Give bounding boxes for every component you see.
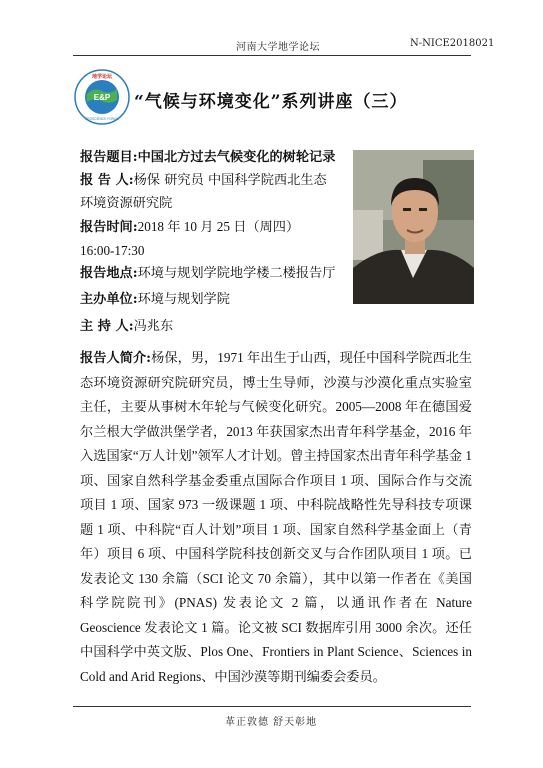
logo-center-text: E&P xyxy=(93,93,111,102)
logo-top-text: 地学论坛 xyxy=(91,74,113,80)
topic-value: 中国北方过去气候变化的树轮记录 xyxy=(137,150,336,165)
organizer-label: 主办单位: xyxy=(80,292,138,307)
location-value: 环境与规划学院地学楼二楼报告厅 xyxy=(137,266,336,281)
bio-label: 报告人简介: xyxy=(80,351,152,366)
speaker-photo xyxy=(353,150,474,304)
location-label: 报告地点: xyxy=(80,266,138,281)
header-title: 河南大学地学论坛 xyxy=(236,42,320,53)
time-value-cont: 16:00-17:30 xyxy=(80,243,145,258)
time-value: 2018 年 10 月 25 日（周四） xyxy=(137,219,300,234)
footer-rule xyxy=(73,706,471,707)
speaker-label: 报 告 人: xyxy=(80,173,134,188)
bio-text: 杨保，男，1971 年出生于山西，现任中国科学院西北生态环境资源研究院研究员，博士生导师，沙漠与沙漠化重点实验室主任，主要从事树木年轮与气候变化研究。2005—2008 年在德国爱尔兰根大学做洪堡学者，2013 年获国家杰出青年科学基金，2016 年入选国家“万人计划”领军人才计划。曾主持国家杰出青年科学基金 1 项、国家自然科学基金委重点国际合作项目 1 项、国际合作与交流项目 1 项、国家 973 一级课题 1 项、中科院战略性先导科技专项课题 1 项、中科院“百人计划”项目 1 项、国家自然科学基金面上（青年）项目 6 项、中国科学院科技创新交叉与合作团队项目 1 项。已发表论文 130 余篇（SCI 论文 70 余篇），其中以第一作者在《美国科学院院刊》(PNAS) 发表论文 2 篇，以通讯作者在 Nature Geoscience 发表论文 1 篇。论文被 SCI 数据库引用 3000 余次。还任中国科学中英文版、Plos One、Frontiers in Plant Science、Sciences in Cold and Arid Regions、中国沙漠等期刊编委会委员。 xyxy=(80,350,472,684)
speaker-value-cont: 环境资源研究院 xyxy=(80,196,173,211)
topic-label: 报告题目: xyxy=(80,150,138,165)
forum-logo xyxy=(74,69,130,125)
series-title: “气候与环境变化”系列讲座（三） xyxy=(134,92,408,112)
host-value: 冯兆东 xyxy=(133,319,174,334)
time-label: 报告时间: xyxy=(80,220,138,235)
organizer-value: 环境与规划学院 xyxy=(137,292,230,307)
speaker-bio xyxy=(80,346,472,689)
footer-motto: 革正敦德 舒天彰地 xyxy=(225,717,318,728)
logo-bottom-text: GEOSCIENCE FORUM xyxy=(85,117,119,121)
header-rule xyxy=(73,55,471,56)
header-code: N-NICE2018021 xyxy=(410,38,495,49)
speaker-value: 杨保 研究员 中国科学院西北生态 xyxy=(133,173,327,188)
host-label: 主 持 人: xyxy=(80,319,134,334)
